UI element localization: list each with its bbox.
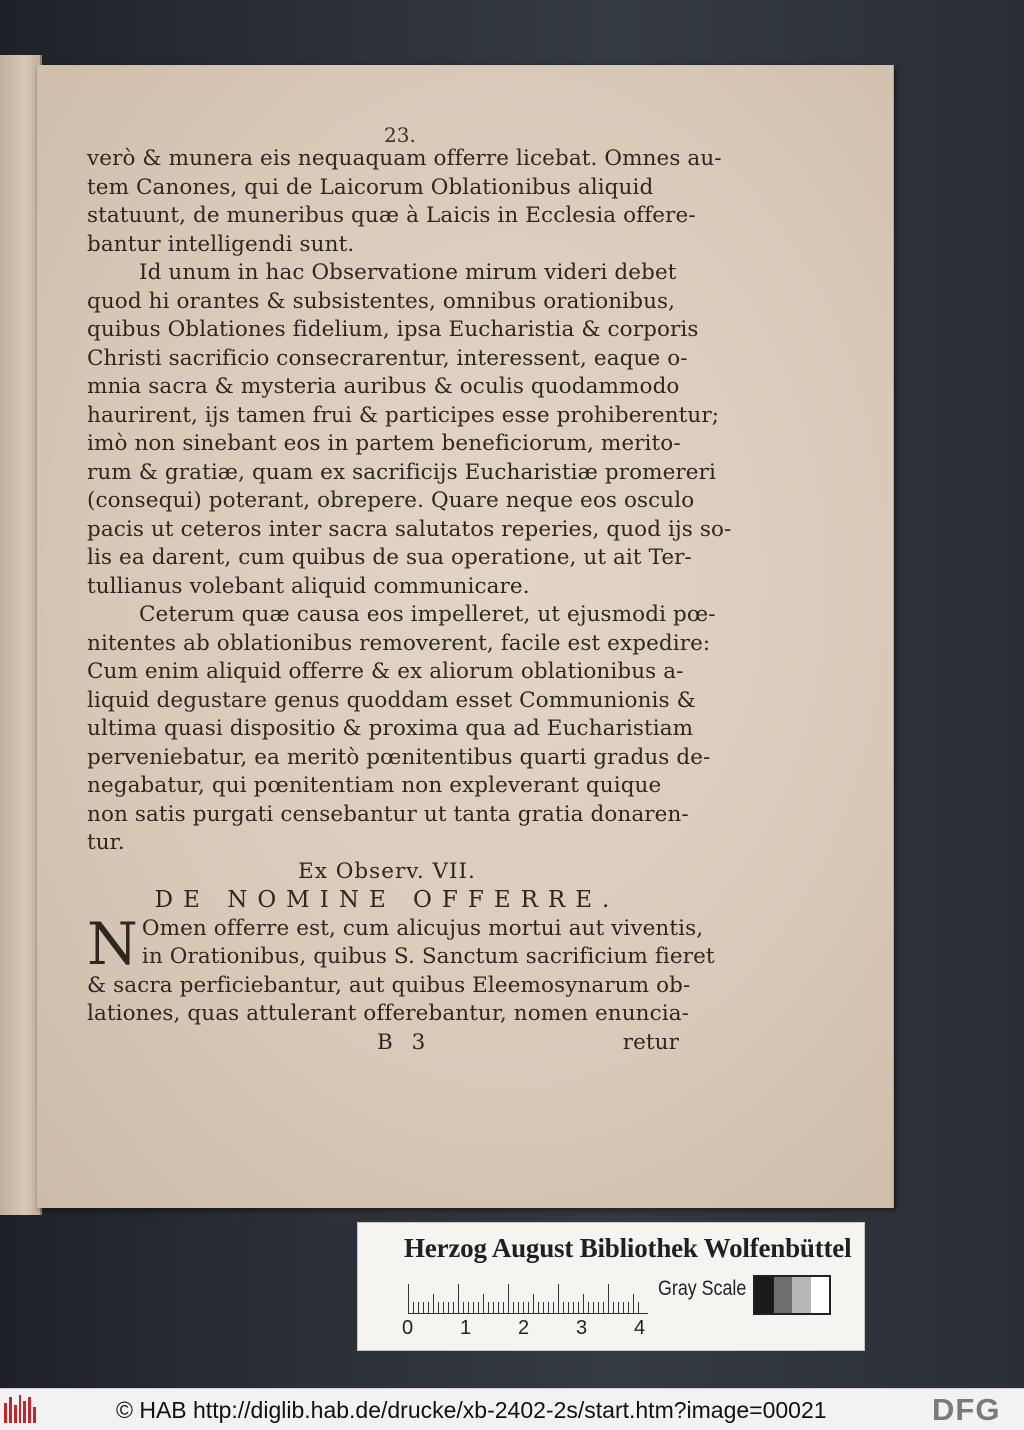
ruler-tick — [518, 1302, 519, 1314]
section-text-line: & sacra perficiebantur, aut quibus Eleemosynarum ob- — [87, 972, 691, 998]
ruler-tick — [493, 1302, 494, 1314]
viewer-footer — [0, 1388, 1024, 1430]
text-line: mnia sacra & mysteria auribus & oculis quodammodo — [87, 374, 680, 399]
ruler-tick — [598, 1302, 599, 1314]
text-line: Ceterum quæ causa eos impelleret, ut ejusmodi pœ- — [139, 602, 716, 627]
page-footer-line — [87, 1029, 687, 1058]
ruler-tick — [508, 1284, 509, 1314]
ruler-tick — [528, 1302, 529, 1314]
text-line: verò & munera eis nequaquam offerre licebat. Omnes au- — [87, 146, 722, 171]
ruler-label: 0 — [402, 1317, 414, 1339]
ruler-tick — [533, 1294, 534, 1314]
ruler-tick — [423, 1302, 424, 1314]
logo-bar — [19, 1395, 22, 1423]
ruler-label: 2 — [518, 1317, 530, 1339]
ruler-tick — [563, 1302, 564, 1314]
color-calibration-card — [357, 1222, 865, 1351]
ruler-tick — [618, 1302, 619, 1314]
ruler-tick — [538, 1302, 539, 1314]
text-line: statuunt, de muneribus quæ à Laicis in Ecclesia offere- — [87, 203, 696, 228]
text-line: tem Canones, qui de Laicorum Oblationibus aliquid — [87, 174, 654, 200]
ruler-tick — [438, 1302, 439, 1314]
ruler-tick — [433, 1294, 434, 1314]
text-line: ultima quasi dispositio & proxima qua ad Eucharistiam — [87, 716, 694, 741]
section-paragraph — [87, 909, 715, 1029]
text-line: perveniebatur, ea meritò pœnitentibus quarti gradus de- — [87, 744, 711, 770]
gray-swatch — [792, 1277, 811, 1313]
ruler-tick — [418, 1302, 419, 1314]
text-line: Cum enim aliquid offerre & ex aliorum oblationibus a- — [87, 659, 684, 684]
ruler-tick — [553, 1302, 554, 1314]
ruler-tick — [633, 1294, 634, 1314]
ruler-label: 3 — [576, 1317, 588, 1339]
ruler-label: 1 — [460, 1317, 472, 1339]
ruler-tick — [408, 1284, 409, 1314]
ruler-tick — [468, 1302, 469, 1314]
observation-heading: Ex Observ. VII. — [298, 858, 476, 884]
section-text-line: in Orationibus, quibus S. Sanctum sacrificium fieret — [141, 944, 715, 969]
ruler-tick — [503, 1302, 504, 1314]
logo-bar — [9, 1397, 12, 1423]
page-text — [87, 145, 732, 1057]
ruler-tick — [463, 1302, 464, 1314]
gray-swatch — [774, 1277, 793, 1313]
ruler-tick — [628, 1302, 629, 1314]
text-line: Id unum in hac Observatione mirum videri debet — [139, 260, 677, 285]
logo-bar — [23, 1401, 26, 1423]
library-title: Herzog August Bibliothek Wolfenbüttel — [404, 1233, 852, 1263]
previous-page-edge — [0, 55, 42, 1215]
text-line: quod hi orantes & subsistentes, omnibus orationibus, — [87, 288, 676, 314]
ruler-tick — [488, 1302, 489, 1314]
text-line: quibus Oblationes fidelium, ipsa Eucharistia & corporis — [87, 317, 699, 342]
body-lines — [87, 145, 732, 858]
gray-scale-swatches — [753, 1275, 831, 1315]
ruler-tick — [543, 1302, 544, 1314]
text-line: tullianus volebant aliquid communicare. — [87, 573, 530, 599]
logo-bar — [4, 1403, 7, 1423]
ruler-tick — [448, 1302, 449, 1314]
text-line: tur. — [87, 830, 125, 855]
ruler-tick — [568, 1302, 569, 1314]
ruler-tick — [613, 1302, 614, 1314]
section-text-line: Omen offerre est, cum alicujus mortui aut viventis, — [141, 915, 704, 941]
hab-logo-icon[interactable] — [4, 1395, 36, 1423]
ruler-tick — [583, 1294, 584, 1314]
ruler-tick — [588, 1302, 589, 1314]
ruler-tick — [458, 1284, 459, 1314]
section-text-line: lationes, quas attulerant offerebantur, nomen enuncia- — [87, 1001, 690, 1026]
ruler-tick — [578, 1302, 579, 1314]
ruler-tick — [558, 1284, 559, 1314]
ruler-tick — [473, 1302, 474, 1314]
ruler-tick — [608, 1284, 609, 1314]
logo-bar — [33, 1407, 36, 1423]
ruler-tick — [523, 1302, 524, 1314]
dfg-logo[interactable]: DFG — [932, 1392, 1001, 1427]
gray-scale-label: Gray Scale — [658, 1277, 747, 1300]
logo-bar — [28, 1397, 31, 1423]
ruler-tick — [548, 1302, 549, 1314]
source-link[interactable]: © HAB http://diglib.hab.de/drucke/xb-2402-2s/start.htm?image=00021 — [116, 1397, 827, 1423]
ruler-tick — [498, 1302, 499, 1314]
ruler-tick — [428, 1302, 429, 1314]
ruler-tick — [603, 1302, 604, 1314]
text-line: imò non sinebant eos in partem beneficiorum, merito- — [87, 431, 681, 456]
text-line: nitentes ab oblationibus removerent, facile est expedire: — [87, 630, 711, 656]
catchword: retur — [622, 1029, 679, 1055]
drop-cap: N — [87, 909, 138, 978]
text-line: (consequi) poterant, obrepere. Quare neque eos osculo — [87, 488, 695, 513]
ruler-scale — [408, 1280, 648, 1314]
ruler-tick — [623, 1302, 624, 1314]
gray-swatch — [811, 1277, 830, 1313]
gray-swatch — [755, 1277, 774, 1313]
ruler-tick — [443, 1302, 444, 1314]
ruler-label: 4 — [634, 1317, 646, 1339]
section-lines — [87, 909, 715, 1029]
ruler-tick — [483, 1294, 484, 1314]
ruler-tick — [513, 1302, 514, 1314]
ruler-tick — [478, 1302, 479, 1314]
book-page — [37, 65, 894, 1208]
text-line: rum & gratiæ, quam ex sacrificijs Eucharistiæ promereri — [87, 459, 716, 485]
ruler-tick — [593, 1302, 594, 1314]
section-heading: DE NOMINE OFFERRE. — [154, 887, 620, 913]
text-line: liquid degustare genus quoddam esset Communionis & — [87, 687, 696, 713]
page-number: 23. — [384, 123, 416, 147]
text-line: Christi sacrificio consecrarentur, interessent, eaque o- — [87, 345, 688, 371]
logo-bar — [14, 1405, 17, 1423]
text-line: negabatur, qui pœnitentiam non expleverant quique — [87, 773, 662, 798]
ruler-tick — [638, 1302, 639, 1314]
ruler-tick — [453, 1302, 454, 1314]
text-line: bantur intelligendi sunt. — [87, 231, 355, 257]
ruler-tick — [413, 1302, 414, 1314]
text-line: lis ea darent, cum quibus de sua operatione, ut ait Ter- — [87, 545, 692, 570]
signature-mark: B 3 — [377, 1029, 432, 1055]
text-line: haurirent, ijs tamen frui & participes esse prohiberentur; — [87, 402, 720, 428]
text-line: non satis purgati censebantur ut tanta gratia donaren- — [87, 801, 689, 827]
text-line: pacis ut ceteros inter sacra salutatos reperies, quod ijs so- — [87, 516, 732, 542]
ruler-tick — [573, 1302, 574, 1314]
